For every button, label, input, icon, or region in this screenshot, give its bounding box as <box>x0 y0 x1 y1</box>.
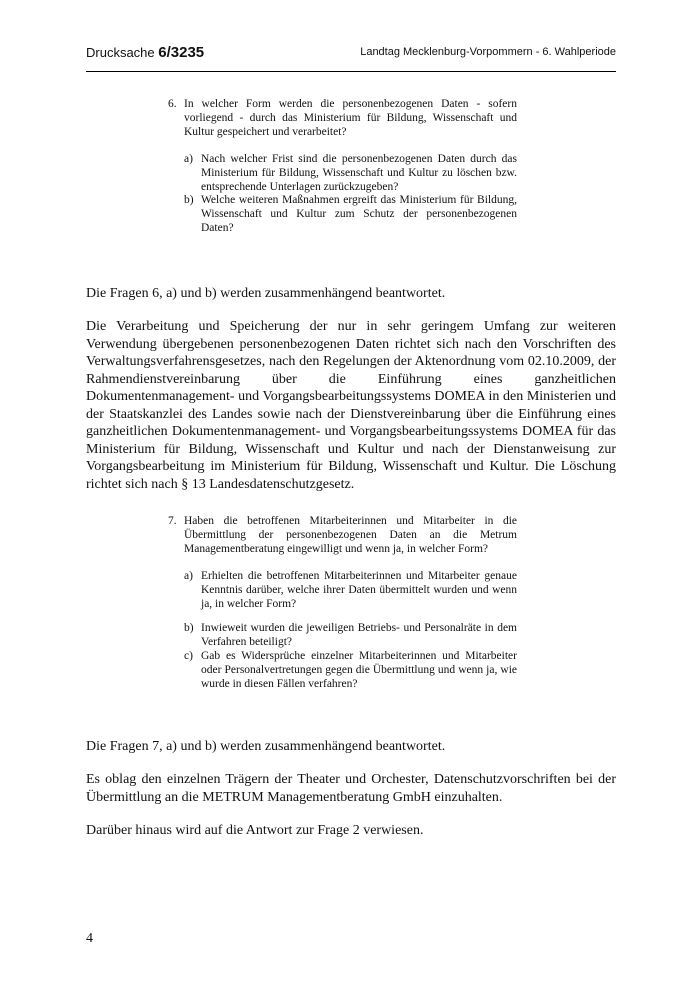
question6-a-label: a) <box>184 153 193 165</box>
answer7-text: Es oblag den einzelnen Trägern der Theater und Orchester, Datenschutzvorschriften bei der Übermittlung an die METRUM Managementberatung GmbH einzuhalten. <box>86 772 616 805</box>
answer6-intro: Die Fragen 6, a) und b) werden zusammenhängend beantwortet. <box>86 286 446 301</box>
question6-a-text: Nach welcher Frist sind die personenbezogenen Daten durch das Ministerium für Bildung, Wissenschaft und Kultur zu löschen bzw. entsprechende Unterlagen zurückzugeben? <box>201 153 517 193</box>
question7-text: Haben die betroffenen Mitarbeiterinnen und Mitarbeiter in die Übermittlung der personenbezogenen Daten an die Metrum Managementberatung eingewilligt und wenn ja, in welcher Form? <box>184 515 517 555</box>
answer6-text: Die Verarbeitung und Speicherung der nur in sehr geringem Umfang zur weiteren Verwendung übergebenen personenbezogenen Daten richtet sich nach den Vorschriften des Verwaltungsverfahrensgesetzes, nach den Regelungen der Aktenordnung vom 02.10.2009, der Rahmendienstvereinbarung über die Einführung eines ganzheitlichen Dokumentenmanagement- und Vorgangsbearbeitungssystems DOMEA in den Ministerien und der Staatskanzlei des Landes sowie nach der Dienstvereinbarung über die Einführung eines ganzheitlichen Dokumentenmanagement- und Vorgangsbearbeitungssystems DOMEA für das Ministerium für Bildung, Wissenschaft und Kultur und nach der Dienstanweisung zur Vorgangsbearbeitung im Ministerium für Bildung, Wissenschaft und Kultur. Die Löschung richtet sich nach § 13 Landesdatenschutzgesetz. <box>86 319 616 492</box>
question7-c-text: Gab es Widersprüche einzelner Mitarbeiterinnen und Mitarbeiter oder Personalvertretungen gegen die Übermittlung und wenn ja, wie wurde in diesen Fällen verfahren? <box>201 650 517 690</box>
question7-a-text: Erhielten die betroffenen Mitarbeiterinnen und Mitarbeiter genaue Kenntnis darüber, welche ihrer Daten übermittelt wurden und wenn ja, in welcher Form? <box>201 570 517 610</box>
question7-number: 7. <box>168 515 177 527</box>
answer7-reference: Darüber hinaus wird auf die Antwort zur Frage 2 verwiesen. <box>86 823 424 838</box>
doc-label: Drucksache <box>86 45 155 60</box>
question7-a-label: a) <box>184 570 193 582</box>
question7-b-text: Inwieweit wurden die jeweiligen Betriebs- und Personalräte in dem Verfahren beteiligt? <box>201 622 517 648</box>
page-header <box>86 44 616 70</box>
doc-number: 6/3235 <box>158 44 205 61</box>
question6-b-label: b) <box>184 194 194 206</box>
question7-b-label: b) <box>184 622 194 634</box>
header-divider <box>86 71 616 72</box>
page-number: 4 <box>86 931 93 946</box>
answer7-intro: Die Fragen 7, a) und b) werden zusammenhängend beantwortet. <box>86 739 446 754</box>
question6-text: In welcher Form werden die personenbezogenen Daten - sofern vorliegend - durch das Ministerium für Bildung, Wissenschaft und Kultur gespeichert und verarbeitet? <box>184 98 517 138</box>
question6-b-text: Welche weiteren Maßnahmen ergreift das Ministerium für Bildung, Wissenschaft und Kultur zum Schutz der personenbezogenen Daten? <box>201 194 517 234</box>
parliament-label: Landtag Mecklenburg-Vorpommern - 6. Wahlperiode <box>360 46 616 58</box>
document-id <box>86 44 204 61</box>
question7-c-label: c) <box>184 650 193 662</box>
question6-number: 6. <box>168 98 177 110</box>
